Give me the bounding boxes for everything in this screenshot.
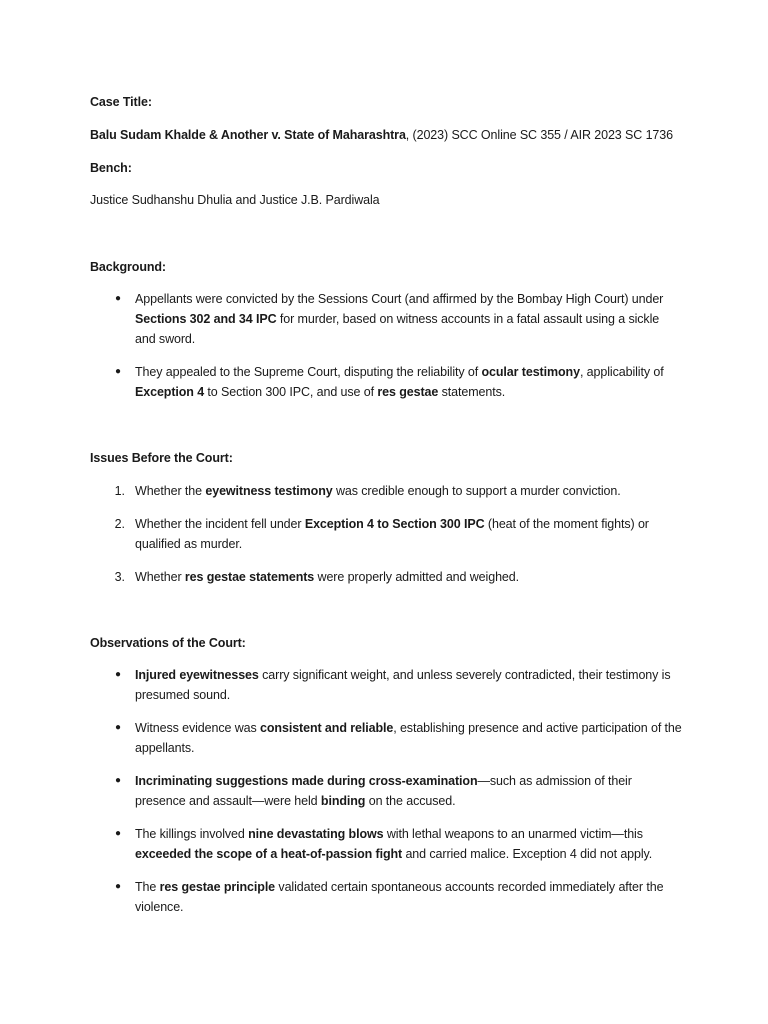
list-item-text	[135, 289, 683, 349]
list-item-text	[135, 824, 683, 864]
bold-text: Incriminating suggestions made during cross-examination	[135, 774, 478, 788]
bold-text: eyewitness testimony	[205, 484, 333, 498]
text-run: Whether the	[135, 484, 206, 498]
list-number: 2.	[114, 517, 125, 531]
text-run: Whether the incident fell under	[135, 517, 305, 531]
observations-heading: Observations of the Court:	[90, 636, 246, 650]
list-item-text	[135, 877, 683, 917]
text-run: with lethal weapons to an unarmed victim—this	[383, 827, 643, 841]
text-run: and carried malice. Exception 4 did not apply.	[402, 847, 653, 861]
text-run: The	[135, 880, 160, 894]
text-run: , establishing presence and active participation of the appellants.	[135, 721, 682, 755]
bold-text: res gestae statements	[184, 570, 315, 584]
text-run: (heat of the moment fights) or qualified as murder.	[135, 517, 649, 551]
text-run: for murder, based on witness accounts in a fatal assault using a sickle and sword.	[135, 312, 660, 346]
text-run: statements.	[438, 385, 506, 399]
bullet-icon: ●	[114, 293, 122, 304]
bold-text: Exception 4 to Section 300 IPC	[304, 517, 485, 531]
text-run: —such as admission of their presence and assault—were held	[135, 774, 632, 808]
bullet-icon: ●	[114, 881, 122, 892]
text-run: Whether	[135, 570, 185, 584]
bold-text: Sections 302 and 34 IPC	[135, 312, 277, 326]
bullet-icon: ●	[114, 669, 122, 680]
bold-text: res gestae principle	[159, 880, 276, 894]
case-title-label: Case Title:	[90, 95, 152, 109]
list-item-text	[135, 514, 683, 554]
list-number: 3.	[114, 570, 125, 584]
list-item-text	[135, 718, 683, 758]
list-item-text	[135, 362, 683, 402]
text-run: were properly admitted and weighed.	[314, 570, 519, 584]
text-run: , (2023) SCC Online SC 355 / AIR 2023 SC 1736	[405, 128, 673, 142]
list-number: 1.	[114, 484, 125, 498]
text-run: The killings involved	[135, 827, 249, 841]
list-item-text	[135, 771, 683, 811]
text-run: carry significant weight, and unless severely contradicted, their testimony is presumed sound.	[135, 668, 671, 702]
bench-label: Bench:	[90, 161, 132, 175]
bold-text: exceeded the scope of a heat-of-passion fight	[135, 847, 403, 861]
bullet-icon: ●	[114, 828, 122, 839]
bold-text: nine devastating blows	[248, 827, 384, 841]
bold-text: Injured eyewitnesses	[135, 668, 259, 682]
background-heading: Background:	[90, 260, 166, 274]
bold-text: binding	[320, 794, 366, 808]
text-run: to Section 300 IPC, and use of	[204, 385, 378, 399]
text-run: Witness evidence was	[135, 721, 261, 735]
text-run: on the accused.	[365, 794, 456, 808]
bold-text: consistent and reliable	[260, 721, 394, 735]
bold-text: Balu Sudam Khalde & Another v. State of Maharashtra	[90, 128, 406, 142]
case-citation	[90, 125, 682, 145]
text-run: , applicability of	[579, 365, 664, 379]
issues-heading: Issues Before the Court:	[90, 451, 233, 465]
bench-text: Justice Sudhanshu Dhulia and Justice J.B. Pardiwala	[90, 193, 380, 207]
list-item-text	[135, 481, 683, 501]
bullet-icon: ●	[114, 775, 122, 786]
bold-text: res gestae	[377, 385, 439, 399]
list-item-text	[135, 665, 683, 705]
text-run: Appellants were convicted by the Sessions Court (and affirmed by the Bombay High Court) under	[135, 292, 664, 306]
text-run: They appealed to the Supreme Court, disputing the reliability of	[135, 365, 482, 379]
list-item-text	[135, 567, 683, 587]
bold-text: ocular testimony	[481, 365, 580, 379]
bullet-icon: ●	[114, 722, 122, 733]
text-run: validated certain spontaneous accounts recorded immediately after the violence.	[135, 880, 664, 914]
bullet-icon: ●	[114, 366, 122, 377]
text-run: was credible enough to support a murder conviction.	[332, 484, 621, 498]
bold-text: Exception 4	[135, 385, 205, 399]
